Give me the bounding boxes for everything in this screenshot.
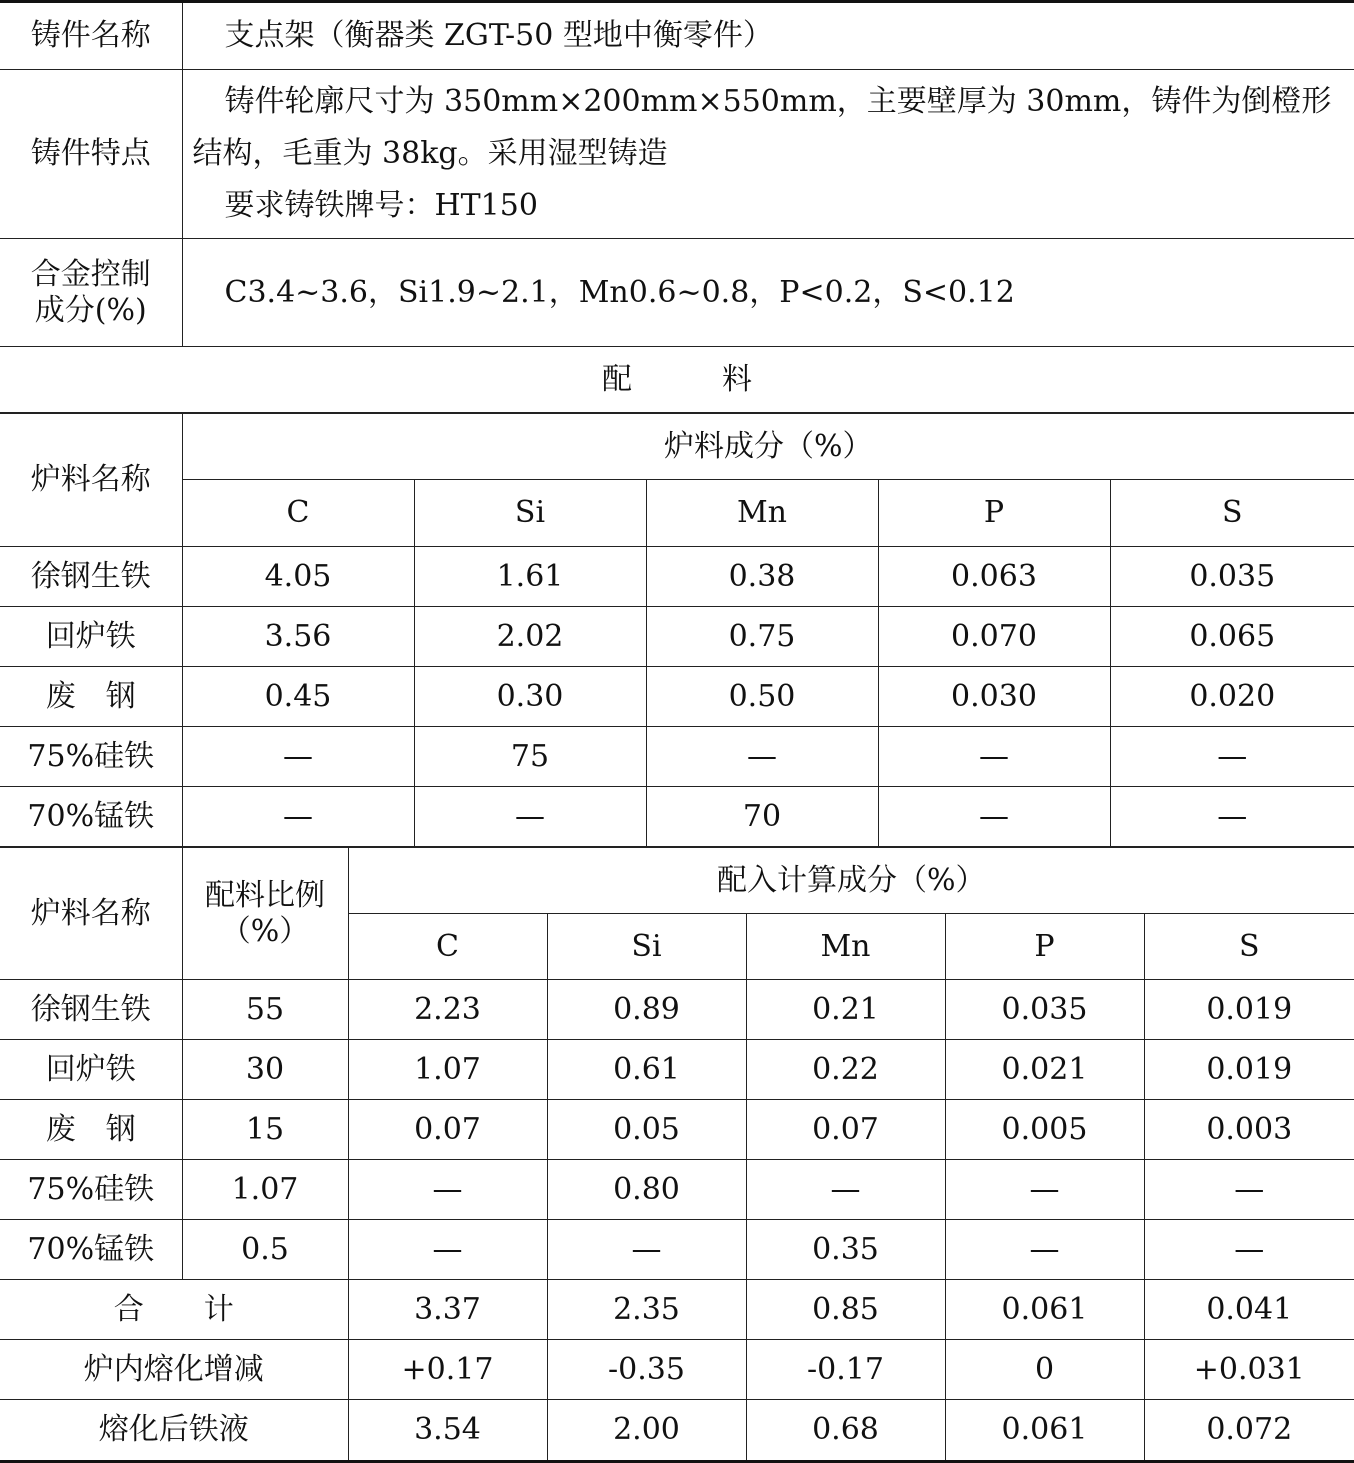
ratio-cell: 15	[182, 1100, 348, 1160]
cell: 0.30	[414, 667, 646, 727]
casting-info-table	[0, 0, 1354, 413]
cell: 2.23	[348, 980, 547, 1040]
casting-features-label: 铸件特点	[0, 70, 182, 239]
alloy-label-line2: 成分(%)	[34, 292, 147, 328]
table-row	[0, 727, 1354, 787]
cell: 0.80	[547, 1160, 746, 1220]
row-name: 回炉铁	[0, 1040, 182, 1100]
casting-features-cell	[182, 70, 1354, 239]
cell: 75	[414, 727, 646, 787]
cell: 0.45	[182, 667, 414, 727]
row-name: 70%锰铁	[0, 787, 182, 847]
cell: —	[348, 1220, 547, 1280]
cell: 0.003	[1144, 1100, 1354, 1160]
summary-label: 熔化后铁液	[0, 1400, 348, 1462]
t2-col-c: C	[348, 914, 547, 980]
cell: 1.61	[414, 547, 646, 607]
row-name: 75%硅铁	[0, 727, 182, 787]
cell: —	[878, 727, 1110, 787]
t2-col-p: P	[945, 914, 1144, 980]
summary-label: 合 计	[0, 1280, 348, 1340]
cell: 3.37	[348, 1280, 547, 1340]
table-row	[0, 1040, 1354, 1100]
t2-ratio-header	[182, 848, 348, 980]
ratio-cell: 0.5	[182, 1220, 348, 1280]
cell: 0.61	[547, 1040, 746, 1100]
table-row	[0, 787, 1354, 847]
table-row	[0, 607, 1354, 667]
cell: 0.021	[945, 1040, 1144, 1100]
casting-name-value: 支点架（衡器类 ZGT-50 型地中衡零件）	[182, 2, 1354, 70]
table-row	[0, 667, 1354, 727]
cell: +0.17	[348, 1340, 547, 1400]
t2-calc-header: 配入计算成分（%）	[348, 848, 1354, 914]
cell: 0.85	[746, 1280, 945, 1340]
cell: —	[414, 787, 646, 847]
table-row	[0, 1220, 1354, 1280]
cell: —	[878, 787, 1110, 847]
cell: 0	[945, 1340, 1144, 1400]
cell: 0.07	[746, 1100, 945, 1160]
cell: 0.061	[945, 1400, 1144, 1462]
cell: —	[1144, 1160, 1354, 1220]
table-row	[0, 980, 1354, 1040]
row-name: 75%硅铁	[0, 1160, 182, 1220]
t2-col-si: Si	[547, 914, 746, 980]
ratio-cell: 55	[182, 980, 348, 1040]
t1-material-name-header: 炉料名称	[0, 414, 182, 547]
cell: —	[945, 1160, 1144, 1220]
cell: —	[182, 727, 414, 787]
cell: —	[1110, 787, 1354, 847]
cell: 0.061	[945, 1280, 1144, 1340]
cell: 0.030	[878, 667, 1110, 727]
row-name: 废 钢	[0, 667, 182, 727]
cell: 0.019	[1144, 1040, 1354, 1100]
cell: 0.019	[1144, 980, 1354, 1040]
t2-ratio-header-line1: 配料比例	[205, 877, 325, 913]
table-row	[0, 1100, 1354, 1160]
t2-col-s: S	[1144, 914, 1354, 980]
casting-features-line1: 铸件轮廓尺寸为 350mm×200mm×550mm，主要壁厚为 30mm，铸件为倒橙形	[224, 84, 1332, 119]
cell: +0.031	[1144, 1340, 1354, 1400]
t1-col-s: S	[1110, 480, 1354, 547]
t1-col-mn: Mn	[646, 480, 878, 547]
cell: —	[1110, 727, 1354, 787]
casting-name-label: 铸件名称	[0, 2, 182, 70]
cell: 2.35	[547, 1280, 746, 1340]
row-name: 废 钢	[0, 1100, 182, 1160]
cell: 3.56	[182, 607, 414, 667]
cell: 0.005	[945, 1100, 1144, 1160]
cell: 70	[646, 787, 878, 847]
cell: —	[182, 787, 414, 847]
cell: —	[646, 727, 878, 787]
alloy-label	[0, 239, 182, 347]
cell: —	[547, 1220, 746, 1280]
cell: —	[1144, 1220, 1354, 1280]
cell: 0.75	[646, 607, 878, 667]
t2-col-mn: Mn	[746, 914, 945, 980]
cell: 0.22	[746, 1040, 945, 1100]
t1-col-c: C	[182, 480, 414, 547]
cell: 0.070	[878, 607, 1110, 667]
t1-col-p: P	[878, 480, 1110, 547]
cell: —	[945, 1220, 1144, 1280]
cell: 0.035	[1110, 547, 1354, 607]
summary-row-total	[0, 1280, 1354, 1340]
alloy-value: C3.4~3.6，Si1.9~2.1，Mn0.6~0.8，P<0.2，S<0.12	[182, 239, 1354, 347]
cell: 0.89	[547, 980, 746, 1040]
section-title: 配 料	[0, 347, 1354, 413]
cell: 0.035	[945, 980, 1144, 1040]
row-name: 回炉铁	[0, 607, 182, 667]
cell: 4.05	[182, 547, 414, 607]
summary-label: 炉内熔化增减	[0, 1340, 348, 1400]
cell: 2.00	[547, 1400, 746, 1462]
t2-material-name-header: 炉料名称	[0, 848, 182, 980]
t1-composition-header: 炉料成分（%）	[182, 414, 1354, 480]
cell: 0.063	[878, 547, 1110, 607]
cell: 1.07	[348, 1040, 547, 1100]
ratio-cell: 30	[182, 1040, 348, 1100]
table-row	[0, 547, 1354, 607]
summary-row-melt-change	[0, 1340, 1354, 1400]
calculated-composition-table	[0, 847, 1354, 1463]
row-name: 徐钢生铁	[0, 547, 182, 607]
summary-row-molten-iron	[0, 1400, 1354, 1462]
cell: -0.35	[547, 1340, 746, 1400]
cell: 0.065	[1110, 607, 1354, 667]
ratio-cell: 1.07	[182, 1160, 348, 1220]
cell: 0.072	[1144, 1400, 1354, 1462]
cell: -0.17	[746, 1340, 945, 1400]
cell: 0.020	[1110, 667, 1354, 727]
cell: 3.54	[348, 1400, 547, 1462]
casting-features-line2: 结构，毛重为 38kg。采用湿型铸造	[192, 136, 668, 171]
cell: 0.68	[746, 1400, 945, 1462]
row-name: 徐钢生铁	[0, 980, 182, 1040]
charge-composition-table	[0, 413, 1354, 847]
row-name: 70%锰铁	[0, 1220, 182, 1280]
cell: 0.05	[547, 1100, 746, 1160]
cell: 0.50	[646, 667, 878, 727]
cell: 0.07	[348, 1100, 547, 1160]
t1-col-si: Si	[414, 480, 646, 547]
cell: 0.35	[746, 1220, 945, 1280]
cell: —	[348, 1160, 547, 1220]
cell: 2.02	[414, 607, 646, 667]
cell: 0.041	[1144, 1280, 1354, 1340]
table-row	[0, 1160, 1354, 1220]
alloy-label-line1: 合金控制	[30, 256, 151, 292]
casting-features-line3: 要求铸铁牌号：HT150	[224, 188, 538, 223]
t2-ratio-header-line2: （%）	[220, 913, 310, 949]
cell: 0.38	[646, 547, 878, 607]
cell: —	[746, 1160, 945, 1220]
cell: 0.21	[746, 980, 945, 1040]
